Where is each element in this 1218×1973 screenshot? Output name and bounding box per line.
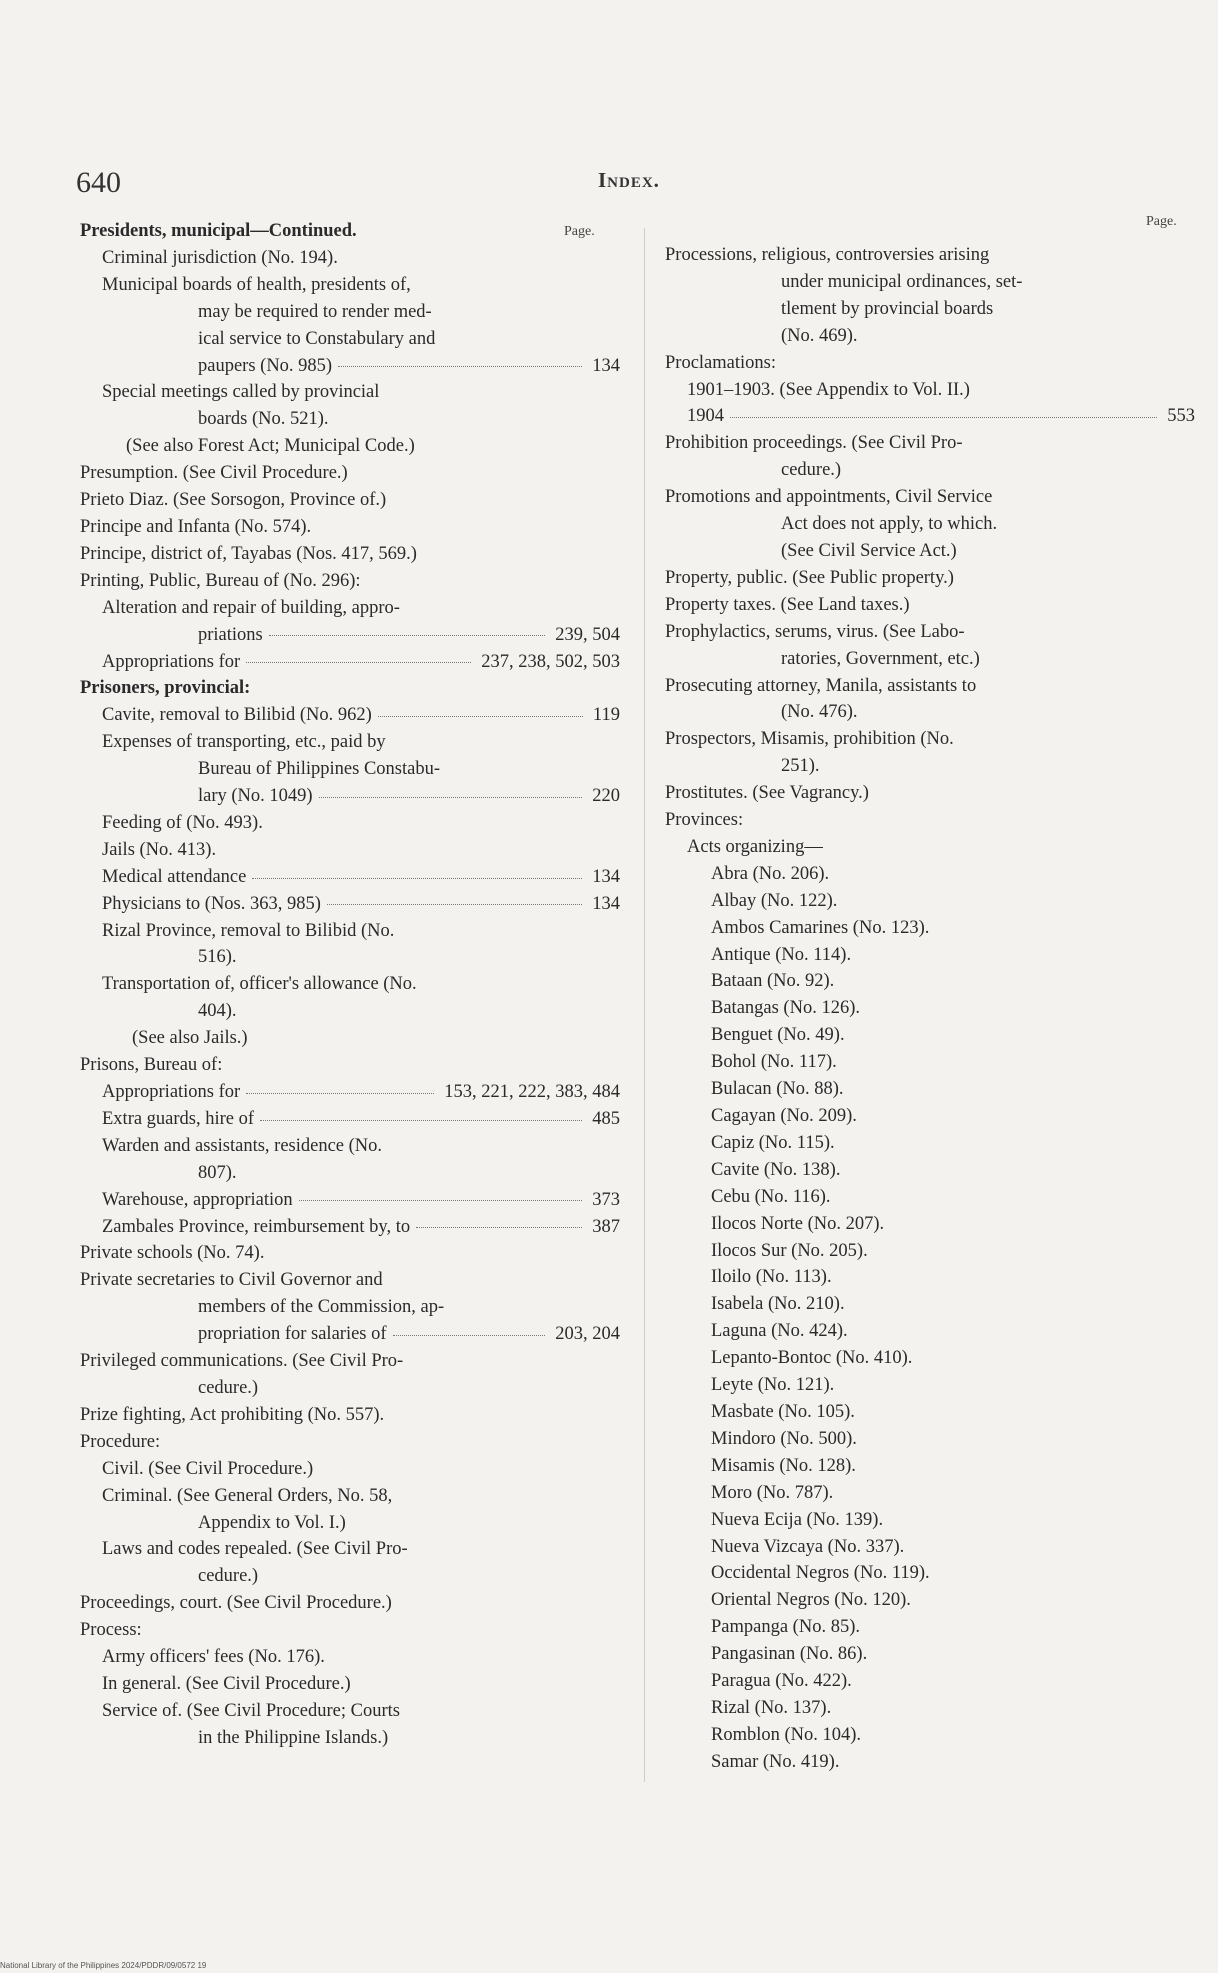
index-entry-text: In general. (See Civil Procedure.)	[102, 1673, 351, 1694]
index-entry	[80, 353, 620, 380]
index-entry	[665, 1614, 1195, 1641]
index-entry-text: boards (No. 521).	[198, 409, 329, 430]
index-entry-text: Private secretaries to Civil Governor and	[80, 1270, 383, 1291]
index-page-ref: 373	[592, 1189, 620, 1210]
index-entry	[80, 326, 620, 353]
index-entry-text: Ilocos Norte (No. 207).	[711, 1213, 885, 1234]
index-entry-text: Special meetings called by provincial	[102, 382, 380, 403]
index-entry-text: Proclamations:	[665, 352, 776, 373]
index-entry	[80, 998, 620, 1025]
index-entry-text: Municipal boards of health, presidents of,	[102, 274, 411, 295]
index-entry-text: Transportation of, officer's allowance (No.	[102, 974, 417, 995]
index-entry	[665, 269, 1195, 296]
index-entry	[665, 377, 1195, 404]
index-entry-text: Jails (No. 413).	[102, 839, 217, 860]
index-entry-text: Criminal. (See General Orders, No. 58,	[102, 1485, 393, 1506]
index-entry-text: Appropriations for	[102, 1082, 241, 1102]
index-entry-text: Ambos Camarines (No. 123).	[711, 917, 930, 938]
index-entry	[665, 1426, 1195, 1453]
index-entry-text: Iloilo (No. 113).	[711, 1267, 832, 1288]
index-entry	[80, 1644, 620, 1671]
leader-dots	[730, 416, 1157, 418]
index-entry-text: Prophylactics, serums, virus. (See Labo-	[665, 621, 965, 642]
left-page-heading: Page.	[564, 224, 595, 239]
index-entry-text: Occidental Negros (No. 119).	[711, 1563, 930, 1584]
index-entry	[80, 810, 620, 837]
index-entry	[665, 511, 1195, 538]
index-entry-text: Batangas (No. 126).	[711, 998, 860, 1019]
index-entry-text: Bataan (No. 92).	[711, 971, 835, 992]
index-entry-text: Pangasinan (No. 86).	[711, 1644, 868, 1665]
index-entry-text: propriation for salaries of	[198, 1324, 387, 1345]
index-entry-text: Leyte (No. 121).	[711, 1375, 835, 1396]
index-entry	[80, 891, 620, 918]
leader-dots	[246, 661, 471, 663]
leader-dots	[327, 903, 582, 905]
index-entry	[80, 595, 620, 622]
index-entry	[665, 1480, 1195, 1507]
index-entry-text: Ilocos Sur (No. 205).	[711, 1240, 868, 1261]
index-entry-text: Private schools (No. 74).	[80, 1243, 265, 1264]
index-entry	[665, 780, 1195, 807]
index-entry	[80, 1348, 620, 1375]
left-index-column	[80, 218, 620, 1752]
index-entry-text: Provinces:	[665, 810, 744, 831]
index-entry-text: Principe and Infanta (No. 574).	[80, 516, 312, 537]
index-entry	[665, 1722, 1195, 1749]
index-entry	[80, 944, 620, 971]
index-entry	[665, 1264, 1195, 1291]
index-entry-text: Property taxes. (See Land taxes.)	[665, 594, 910, 615]
index-entry-text: Principe, district of, Tayabas (Nos. 417, 569.)	[80, 543, 417, 564]
index-entry	[665, 807, 1195, 834]
index-entry	[665, 699, 1195, 726]
index-entry	[80, 487, 620, 514]
index-entry	[80, 406, 620, 433]
index-entry-text: 404).	[198, 1001, 237, 1022]
index-entry	[80, 1671, 620, 1698]
index-entry-text: Samar (No. 419).	[711, 1751, 840, 1772]
index-entry	[80, 1133, 620, 1160]
index-entry	[665, 646, 1195, 673]
index-entry	[665, 915, 1195, 942]
right-page-heading: Page.	[1146, 214, 1177, 229]
index-entry	[80, 1725, 620, 1752]
index-entry	[665, 1157, 1195, 1184]
index-entry-text: Cavite, removal to Bilibid (No. 962)	[102, 705, 372, 726]
index-entry	[80, 1079, 620, 1106]
index-entry	[665, 995, 1195, 1022]
index-entry	[80, 1483, 620, 1510]
index-entry-text: Procedure:	[80, 1431, 161, 1452]
index-entry-text: may be required to render med-	[198, 301, 432, 322]
index-entry	[665, 296, 1195, 323]
index-entry	[80, 1106, 620, 1133]
index-entry	[665, 968, 1195, 995]
index-entry-text: Prieto Diaz. (See Sorsogon, Province of.)	[80, 490, 387, 511]
index-entry-text: Appendix to Vol. I.)	[198, 1512, 346, 1533]
index-entry-text: Extra guards, hire of	[102, 1108, 255, 1129]
index-entry	[80, 1294, 620, 1321]
index-entry	[665, 1507, 1195, 1534]
index-page-ref: 134	[592, 866, 620, 887]
index-entry	[80, 1240, 620, 1267]
index-entry	[80, 864, 620, 891]
index-entry	[665, 1049, 1195, 1076]
index-entry	[665, 1022, 1195, 1049]
index-entry	[665, 753, 1195, 780]
index-entry-text: Alteration and repair of building, appro-	[102, 597, 400, 618]
index-entry-text: Masbate (No. 105).	[711, 1401, 855, 1422]
index-entry	[80, 514, 620, 541]
index-entry-text: priations	[198, 624, 263, 645]
index-entry	[80, 1321, 620, 1348]
index-entry-text: Nueva Vizcaya (No. 337).	[711, 1536, 905, 1557]
leader-dots	[252, 877, 582, 879]
index-entry	[665, 430, 1195, 457]
scan-footer: National Library of the Philippines 2024/PDDR/09/0572 19	[0, 1961, 207, 1970]
index-entry	[80, 541, 620, 568]
index-entry-text: (See also Jails.)	[132, 1028, 248, 1049]
index-entry	[665, 1668, 1195, 1695]
index-entry	[665, 726, 1195, 753]
index-entry	[80, 1025, 620, 1052]
index-entry	[665, 942, 1195, 969]
index-entry-text: in the Philippine Islands.)	[198, 1727, 389, 1748]
index-entry	[665, 888, 1195, 915]
index-entry	[665, 1372, 1195, 1399]
leader-dots	[246, 1092, 434, 1094]
index-page-ref: 153, 221, 222, 383, 484	[444, 1082, 620, 1102]
index-entry	[80, 1590, 620, 1617]
index-entry-text: (See Civil Service Act.)	[781, 540, 957, 561]
index-entry-text: Romblon (No. 104).	[711, 1724, 862, 1745]
index-entry-text: Oriental Negros (No. 120).	[711, 1590, 911, 1611]
index-entry-text: Albay (No. 122).	[711, 890, 838, 911]
index-entry-text: Isabela (No. 210).	[711, 1294, 845, 1315]
index-entry-text: Antique (No. 114).	[711, 944, 852, 965]
index-entry-text: Prospectors, Misamis, prohibition (No.	[665, 729, 954, 750]
index-entry-text: Bohol (No. 117).	[711, 1052, 837, 1073]
index-entry-text: Appropriations for	[102, 651, 241, 672]
index-page-ref: 119	[592, 705, 620, 726]
index-entry	[665, 1641, 1195, 1668]
right-index-column	[665, 242, 1195, 1776]
index-entry	[665, 538, 1195, 565]
index-entry-text: (No. 469).	[781, 325, 858, 346]
index-entry-text: lary (No. 1049)	[198, 786, 313, 807]
index-entry	[80, 1429, 620, 1456]
index-entry-text: Army officers' fees (No. 176).	[102, 1647, 325, 1668]
index-entry-text: Bulacan (No. 88).	[711, 1079, 844, 1100]
leader-dots	[299, 1199, 583, 1201]
index-entry	[665, 403, 1195, 430]
index-entry-text: Nueva Ecija (No. 139).	[711, 1509, 884, 1530]
index-entry-text: Rizal Province, removal to Bilibid (No.	[102, 920, 395, 941]
index-entry-text: Criminal jurisdiction (No. 194).	[102, 247, 338, 268]
index-entry	[80, 837, 620, 864]
index-page-ref: 553	[1167, 406, 1195, 427]
index-entry-text: Medical attendance	[102, 866, 247, 887]
index-entry-text: Prisons, Bureau of:	[80, 1055, 223, 1076]
index-entry	[665, 834, 1195, 861]
index-entry-text: Laws and codes repealed. (See Civil Pro-	[102, 1539, 408, 1560]
index-entry-text: cedure.)	[198, 1566, 259, 1587]
index-entry-text: Prosecuting attorney, Manila, assistants to	[665, 675, 977, 696]
index-entry-text: Warden and assistants, residence (No.	[102, 1135, 383, 1156]
index-entry-text: (See also Forest Act; Municipal Code.)	[126, 436, 415, 457]
index-entry	[80, 1456, 620, 1483]
index-entry-text: Prisoners, provincial:	[80, 678, 251, 699]
index-entry-text: Zambales Province, reimbursement by, to	[102, 1216, 411, 1237]
index-entry	[665, 1211, 1195, 1238]
index-entry-text: 251).	[781, 756, 820, 777]
index-entry	[80, 299, 620, 326]
leader-dots	[378, 715, 583, 717]
index-entry	[665, 1076, 1195, 1103]
index-entry-text: 807).	[198, 1162, 237, 1183]
index-entry-text: Rizal (No. 137).	[711, 1697, 832, 1718]
index-entry-text: Feeding of (No. 493).	[102, 812, 263, 833]
index-entry-text: Bureau of Philippines Constabu-	[198, 759, 441, 780]
index-entry	[665, 1560, 1195, 1587]
leader-dots	[319, 796, 583, 798]
index-entry	[665, 323, 1195, 350]
index-entry-text: Cebu (No. 116).	[711, 1186, 831, 1207]
index-entry	[80, 460, 620, 487]
index-entry-text: Paragua (No. 422).	[711, 1671, 852, 1692]
index-entry-text: Mindoro (No. 500).	[711, 1428, 857, 1449]
index-page-ref: 485	[592, 1108, 620, 1129]
index-entry	[80, 218, 620, 245]
index-entry	[665, 1130, 1195, 1157]
index-entry-text: 516).	[198, 947, 237, 968]
index-entry	[665, 673, 1195, 700]
index-entry	[665, 1318, 1195, 1345]
index-entry	[665, 1238, 1195, 1265]
index-entry-text: Processions, religious, controversies arising	[665, 245, 990, 265]
index-entry	[80, 971, 620, 998]
index-entry	[80, 1375, 620, 1402]
index-entry	[80, 622, 620, 649]
index-entry-text: Cagayan (No. 209).	[711, 1106, 857, 1126]
index-entry	[80, 379, 620, 406]
index-entry-text: (No. 476).	[781, 702, 858, 723]
index-page-ref: 387	[592, 1216, 620, 1237]
index-page-ref: 237, 238, 502, 503	[481, 651, 620, 672]
index-entry	[665, 1103, 1195, 1130]
index-entry	[80, 1402, 620, 1429]
index-page-ref: 239, 504	[555, 624, 620, 645]
index-entry-text: Property, public. (See Public property.)	[665, 567, 954, 588]
leader-dots	[393, 1334, 546, 1336]
index-entry-text: Abra (No. 206).	[711, 863, 830, 884]
index-entry	[665, 350, 1195, 377]
index-entry-text: Prostitutes. (See Vagrancy.)	[665, 783, 869, 804]
index-entry	[80, 1187, 620, 1214]
index-entry-text: Promotions and appointments, Civil Service	[665, 487, 993, 508]
index-entry-text: 1904	[687, 406, 724, 427]
leader-dots	[269, 634, 546, 636]
index-entry	[665, 1345, 1195, 1372]
leader-dots	[260, 1119, 582, 1121]
index-entry-text: Capiz (No. 115).	[711, 1132, 835, 1153]
index-entry	[665, 565, 1195, 592]
index-entry-text: Privileged communications. (See Civil Pro-	[80, 1351, 404, 1372]
index-entry-text: Presidents, municipal—Continued.	[80, 221, 357, 241]
index-entry	[80, 1617, 620, 1644]
index-entry-text: Moro (No. 787).	[711, 1482, 834, 1503]
index-entry-text: members of the Commission, ap-	[198, 1297, 445, 1318]
index-entry-text: ical service to Constabulary and	[198, 328, 436, 349]
index-entry	[80, 1563, 620, 1590]
index-entry	[80, 1698, 620, 1725]
index-entry	[80, 1536, 620, 1563]
index-entry-text: paupers (No. 985)	[198, 355, 333, 376]
index-entry	[665, 1695, 1195, 1722]
index-entry	[80, 1214, 620, 1241]
index-entry	[80, 1510, 620, 1537]
index-entry-text: cedure.)	[781, 460, 842, 481]
index-entry	[665, 861, 1195, 888]
index-entry	[80, 729, 620, 756]
index-entry	[665, 1291, 1195, 1318]
index-entry	[665, 457, 1195, 484]
index-entry	[80, 245, 620, 272]
index-entry-text: Prohibition proceedings. (See Civil Pro-	[665, 433, 963, 454]
index-entry	[80, 702, 620, 729]
index-entry	[80, 1052, 620, 1079]
index-entry-text: under municipal ordinances, set-	[781, 271, 1023, 292]
index-entry	[665, 1453, 1195, 1480]
index-entry-text: Warehouse, appropriation	[102, 1189, 293, 1210]
index-entry	[665, 1399, 1195, 1426]
index-page-ref: 134	[592, 893, 620, 914]
index-entry	[80, 568, 620, 595]
leader-dots	[338, 365, 582, 367]
index-page-ref: 220	[592, 786, 620, 807]
index-entry	[665, 484, 1195, 511]
index-entry-text: Laguna (No. 424).	[711, 1321, 848, 1342]
index-entry	[665, 242, 1195, 269]
index-entry	[80, 756, 620, 783]
index-entry-text: Act does not apply, to which.	[781, 514, 998, 535]
index-entry-text: Proceedings, court. (See Civil Procedure.)	[80, 1593, 392, 1614]
index-entry-text: Physicians to (Nos. 363, 985)	[102, 893, 321, 914]
index-entry-text: cedure.)	[198, 1377, 259, 1398]
index-entry-text: Benguet (No. 49).	[711, 1025, 845, 1046]
index-entry	[80, 918, 620, 945]
index-entry	[665, 1587, 1195, 1614]
index-entry-text: Process:	[80, 1620, 142, 1641]
leader-dots	[416, 1226, 582, 1228]
index-entry-text: Service of. (See Civil Procedure; Courts	[102, 1700, 400, 1721]
index-entry	[80, 675, 620, 702]
index-entry-text: Cavite (No. 138).	[711, 1159, 841, 1180]
index-entry	[80, 1267, 620, 1294]
index-entry-text: ratories, Government, etc.)	[781, 648, 980, 669]
index-entry-text: Lepanto-Bontoc (No. 410).	[711, 1348, 913, 1369]
page-title: Index.	[598, 168, 660, 192]
index-entry-text: Presumption. (See Civil Procedure.)	[80, 463, 348, 484]
index-entry	[80, 649, 620, 676]
column-divider	[644, 228, 645, 1782]
index-entry-text: Prize fighting, Act prohibiting (No. 557).	[80, 1404, 385, 1425]
index-entry	[665, 592, 1195, 619]
index-entry-text: Acts organizing—	[687, 836, 823, 857]
index-entry	[80, 433, 620, 460]
index-entry-text: Expenses of transporting, etc., paid by	[102, 732, 386, 753]
index-entry-text: 1901–1903. (See Appendix to Vol. II.)	[687, 379, 970, 400]
index-entry	[80, 1160, 620, 1187]
index-entry	[665, 1749, 1195, 1776]
index-entry-text: Civil. (See Civil Procedure.)	[102, 1458, 314, 1479]
index-entry	[80, 272, 620, 299]
page-number: 640	[76, 166, 121, 199]
index-page-ref: 134	[592, 355, 620, 376]
index-entry	[80, 783, 620, 810]
index-entry-text: Printing, Public, Bureau of (No. 296):	[80, 570, 361, 591]
index-entry	[665, 1184, 1195, 1211]
index-entry-text: Misamis (No. 128).	[711, 1455, 856, 1476]
index-entry-text: tlement by provincial boards	[781, 298, 994, 319]
index-entry	[665, 619, 1195, 646]
index-page-ref: 203, 204	[555, 1324, 620, 1345]
index-entry	[665, 1534, 1195, 1561]
index-entry-text: Pampanga (No. 85).	[711, 1617, 860, 1638]
